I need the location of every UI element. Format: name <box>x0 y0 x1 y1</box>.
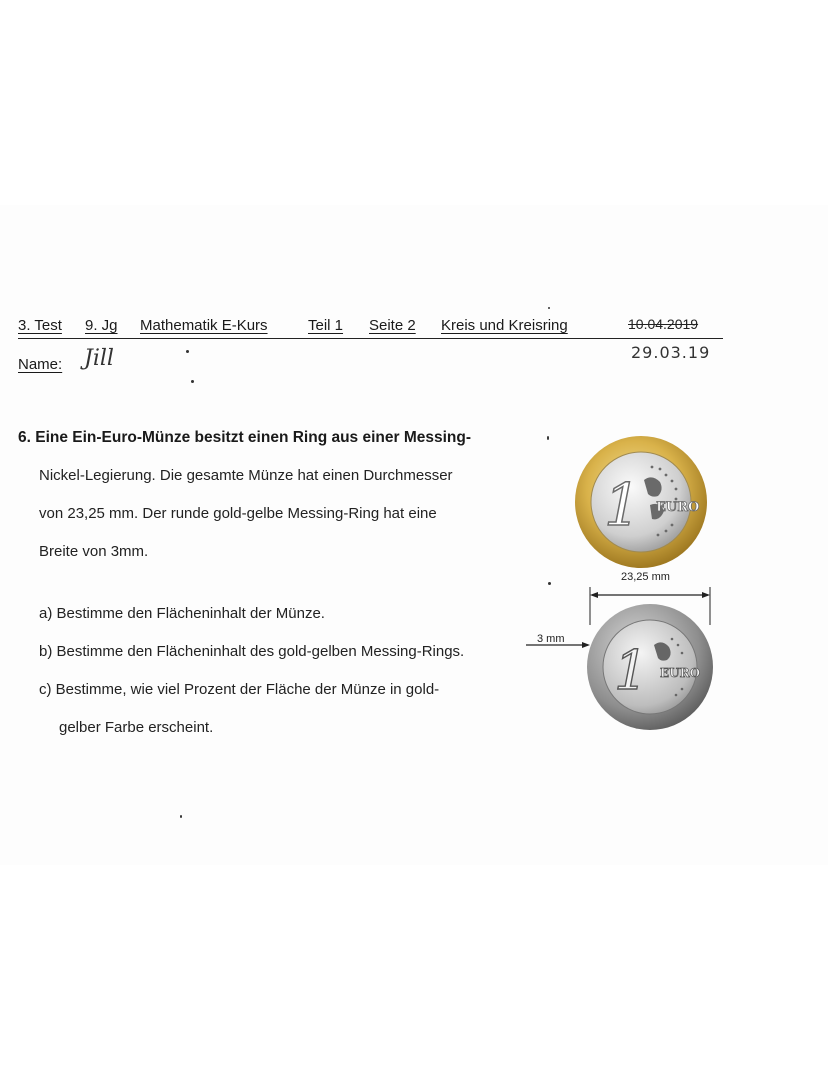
header-grade: 9. Jg <box>85 317 118 334</box>
euro-coin-grey-image <box>586 603 714 731</box>
euro-coin-color-image <box>574 435 708 569</box>
task-text-line: von 23,25 mm. Der runde gold-gelbe Messing-Ring hat eine <box>39 505 437 522</box>
scan-speck <box>547 436 549 440</box>
ring-width-label: 3 mm <box>537 633 565 645</box>
scan-speck <box>548 582 551 585</box>
header-page: Seite 2 <box>369 317 416 334</box>
svg-text:1: 1 <box>614 639 649 702</box>
task-text-line: Nickel-Legierung. Die gesamte Münze hat einen Durchmesser <box>39 467 453 484</box>
svg-text:1: 1 <box>604 471 641 539</box>
worksheet-header <box>18 315 718 339</box>
subtask-c-continued: gelber Farbe erscheint. <box>59 719 214 736</box>
scan-speck <box>191 380 194 383</box>
crossed-out-date: 10.04.2019 <box>628 316 699 332</box>
name-handwritten: Jill <box>84 346 114 371</box>
header-subject: Mathematik E-Kurs <box>140 317 268 334</box>
header-topic: Kreis und Kreisring <box>441 317 568 334</box>
header-divider <box>18 338 723 339</box>
subtask-a: a) Bestimme den Flächeninhalt der Münze. <box>39 605 325 622</box>
name-label: Name: <box>18 356 63 373</box>
handwritten-date: 29.03.19 <box>631 343 711 362</box>
subtask-b: b) Bestimme den Flächeninhalt des gold-gelben Messing-Rings. <box>39 643 465 660</box>
coin-euro-text: EURO <box>656 500 700 515</box>
scan-speck <box>180 815 182 818</box>
header-part: Teil 1 <box>308 317 344 334</box>
coin-euro-text-grey: EURO <box>660 666 701 680</box>
diameter-label: 23,25 mm <box>621 571 670 583</box>
header-test: 3. Test <box>18 317 62 334</box>
task-title: 6. Eine Ein-Euro-Münze besitzt einen Ring aus einer Messing- <box>18 429 472 446</box>
scan-speck <box>548 307 550 309</box>
scan-speck <box>186 350 189 353</box>
task-text-line: Breite von 3mm. <box>39 543 149 560</box>
subtask-c: c) Bestimme, wie viel Prozent der Fläche der Münze in gold- <box>39 681 440 698</box>
